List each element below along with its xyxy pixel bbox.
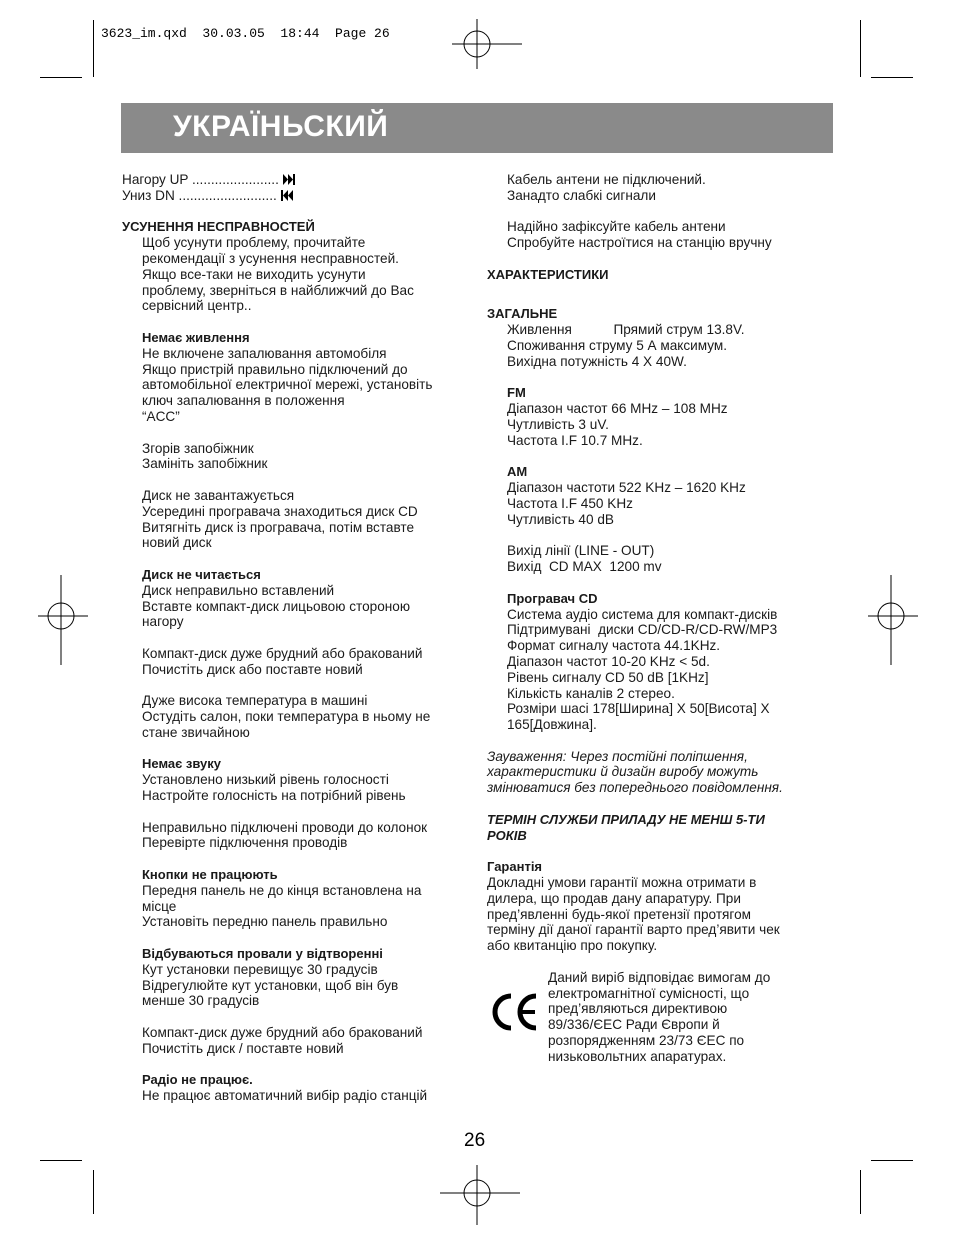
section-title: Немає звуку (142, 756, 222, 772)
nav-up-row: Нагору UP ....................... (122, 172, 472, 188)
ce-mark-icon (490, 992, 540, 1032)
nav-down-row: Униз DN .......................... (122, 188, 472, 204)
registration-mark-icon (440, 1165, 490, 1215)
section-title: Диск не читається (142, 566, 261, 582)
language-banner (121, 103, 833, 153)
right-column: Кабель антени не підключений. Занадто слабкі сигнали Надійно зафіксуйте кабель антени Спробуйте настроїтися на станцію вручну ХАРАКТЕРИСТИКИ ЗАГАЛЬНЕ Живлення Прямий струм 13.8V. Споживання струму 5 А максимум. Вихідна потужність 4 X 40W. FM Діапазон частот 66 MHz – 108 MHz Чутливість 3 uV. Частота I.F 10.7 MHz. AM Діапазон частоти 522 KHz – 1620 KHz Частота I.F 450 KHz Чутливість 40 dB Вихід лінії (LINE - OUT) Вихід CD MAX 1200 mv Програвач CD Система аудіо система для компакт-дисків Підтримувані диски CD/CD-R/CD-RW/MP3 Формат сигналу частота 44.1KHz. Діапазон частот 10-20 KHz < 5d. Рівень сигналу CD 50 dB [1KHz] Кількість каналів 2 стерео. Розміри шасі 178[Ширина] X 50[Висота] X 165[Довжина]. Зауваження: Через постійні поліпшення, характеристики й дизайн виробу можуть змінюватися без попереднього повідомлення. ТЕРМІН СЛУЖБИ ПРИЛАДУ НЕ МЕНШ 5-ТИ РОКІВ Гарантія Докладні умови гарантії можна отримати в дилера, що продав дану апаратуру. При пред’явленні будь-якої претензії протягом терміну дії даної гарантії варто пред’явити чек або квитанцію про покупку. Даний виріб відповідає вимогам до електромагнітної сумісності, що пред’являються директивою 89/336/ЄЕС Ради Європи й розпорядженням 23/73 ЄЕС по низьковольтних апаратурах. (487, 172, 827, 1066)
section-title: Немає живлення (142, 329, 250, 345)
crop-mark (40, 1160, 82, 1161)
registration-mark-icon (868, 575, 918, 625)
section-title: Радіо не працює. (142, 1072, 253, 1088)
section-title: Програвач CD (507, 590, 598, 606)
crop-mark (871, 77, 913, 78)
troubleshooting-intro: Щоб усунути проблему, прочитайте рекомендації з усунення несправностей. Якщо все-таки не виходить усунути проблему, зверніться в найближчий до Вас сервісний центр.. Немає живлення Не включене запалювання автомобіля Якщо пристрій правильно підключений до автомобільної електричної мережі, установіть ключ запалювання в положення “ACC” Згорів запобіжник Замініть запобіжник Диск не завантажується Усередині програвача знаходиться диск CD Витягніть диск із програвача, потім вставте новий диск Диск не читається Диск неправильно вставлений Вставте компакт-диск лицьовою стороною нагору Компакт-диск дуже брудний або бракований Почистіть диск або поставте новий Дуже висока температура в машині Остудіть салон, поки температура в ньому не стане звичайною Немає звуку Установлено низький рівень голосності Настройте голосність на потрібний рівень Неправильно підключені проводи до колонок Перевірте підключення проводів Кнопки не працюють Передня панель не до кінця встановлена на місце Установіть передню панель правильно Відбуваються провали у відтворенні Кут установки перевищує 30 градусів Відрегулюйте кут установки, щоб він був менше 30 градусів Компакт-диск дуже брудний або бракований Почистіть диск / поставте новий Радіо не працює. Не працює автоматичний вибір радіо станцій (122, 235, 472, 1104)
left-column (122, 172, 472, 1104)
page-number: 26 (464, 1130, 486, 1151)
ce-text: Даний виріб відповідає вимогам до електромагнітної сумісності, що пред’являються директивою 89/336/ЄЕС Ради Європи й розпорядженням 23/73 ЄЕС по низьковольтних апаратурах. (548, 969, 771, 1064)
note: Зауваження: Через постійні поліпшення, характеристики й дизайн виробу можуть змінюватися без попереднього повідомлення. (487, 748, 783, 796)
section-title: Відбуваються провали у відтворенні (142, 946, 383, 962)
crop-mark (871, 1160, 913, 1161)
general-heading: ЗАГАЛЬНЕ (487, 306, 558, 322)
warranty-heading: Гарантія (487, 859, 543, 875)
lifetime-heading: ТЕРМІН СЛУЖБИ ПРИЛАДУ НЕ МЕНШ 5-ТИ РОКІВ (487, 811, 765, 843)
troubleshooting-heading: УСУНЕННЯ НЕСПРАВНОСТЕЙ (122, 219, 315, 235)
skip-forward-icon (283, 174, 295, 185)
crop-mark (93, 20, 94, 77)
specs-heading: ХАРАКТЕРИСТИКИ (487, 266, 609, 282)
ce-compliance (487, 970, 827, 1066)
page-title: УКРАЇНЬСКИЙ (173, 110, 389, 143)
section-title: Кнопки не працюють (142, 867, 278, 883)
crop-mark (860, 20, 861, 77)
skip-back-icon (281, 190, 293, 201)
crop-mark (860, 1170, 861, 1214)
crop-mark (93, 1170, 94, 1214)
section-title: FM (507, 385, 526, 401)
crop-mark (40, 77, 82, 78)
registration-mark-icon (452, 19, 502, 69)
file-slug: 3623_im.qxd 30.03.05 18:44 Page 26 (101, 26, 390, 41)
registration-mark-icon (38, 575, 88, 625)
radio-continued: Кабель антени не підключений. Занадто слабкі сигнали Надійно зафіксуйте кабель антени Спробуйте настроїтися на станцію вручну (507, 172, 772, 251)
section-title: AM (507, 464, 528, 480)
